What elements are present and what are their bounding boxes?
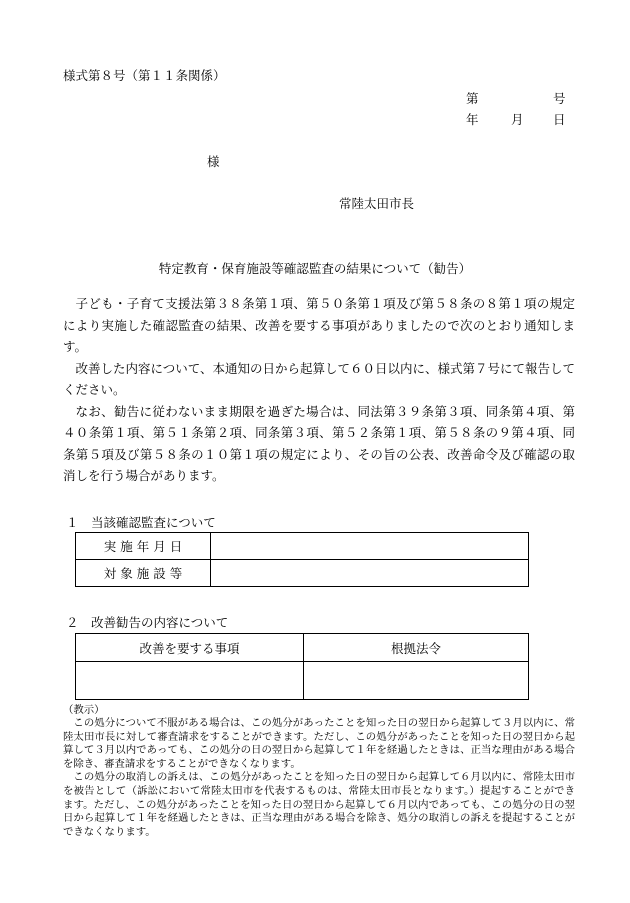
issue-cell[interactable] [76, 662, 304, 700]
section2-heading: ２ 改善勧告の内容について [66, 615, 229, 630]
addressee-suffix: 様 [207, 154, 220, 169]
doc-number-suffix: 号 [553, 91, 566, 106]
date-day: 日 [553, 112, 566, 127]
legal-basis-column-header: 根拠法令 [304, 634, 529, 662]
table-row [76, 533, 529, 560]
body-text [63, 293, 575, 487]
notice-paragraph-2: この処分の取消しの訴えは、この処分があったことを知った日の翌日から起算して６月以内に、常陸太田市を被告として（訴訟において常陸太田市を代表するものは、常陸太田市長となります。）提起することができます。ただし、この処分があったことを知った日の翌日から起算して６月以内であっても、この処分の日の翌日から起算して１年を経過したときは、正当な理由がある場合を除き、処分の取消しの訴えを提起することができなくなります。 [63, 771, 575, 838]
doc-number-label: 第 [466, 91, 479, 106]
table-row [76, 634, 529, 662]
target-facility-value[interactable] [211, 560, 529, 587]
date-year: 年 [466, 112, 479, 127]
issue-column-header: 改善を要する事項 [76, 634, 304, 662]
notice-paragraph-1: この処分について不服がある場合は、この処分があったことを知った日の翌日から起算して３月以内に、常陸太田市長に対して審査請求をすることができます。ただし、この処分があったことを知った日の翌日から起算して３月以内であっても、この処分の日の翌日から起算して１年を経過したときは、正当な理由がある場合を除き、審査請求をすることができなくなります。 [63, 717, 575, 770]
improvement-table [75, 633, 529, 700]
form-number: 様式第８号（第１１条関係） [63, 68, 226, 83]
date-month: 月 [511, 112, 524, 127]
body-paragraph-3: なお、勧告に従わないまま期限を過ぎた場合は、同法第３９条第３項、同条第４項、第４０条第１項、第５１条第２項、同条第３項、第５２条第１項、第５８条の９第４項、同条第５項及び第５８条の１０第１項の規定により、その旨の公表、改善命令及び確認の取消しを行う場合があります。 [63, 403, 575, 483]
section1-heading: １ 当該確認監査について [66, 515, 216, 530]
table-row [76, 662, 529, 700]
audit-date-label: 実 施 年 月 日 [76, 533, 211, 560]
notice-text [63, 717, 575, 839]
table-row [76, 560, 529, 587]
audit-info-table [75, 532, 529, 587]
audit-date-value[interactable] [211, 533, 529, 560]
notice-label: （教示） [63, 704, 105, 716]
body-paragraph-1: 子ども・子育て支援法第３８条第１項、第５０条第１項及び第５８条の８第１項の規定により実施した確認監査の結果、改善を要する事項がありましたので次のとおり通知します。 [63, 296, 575, 354]
target-facility-label: 対 象 施 設 等 [76, 560, 211, 587]
sender-name: 常陸太田市長 [339, 196, 415, 211]
body-paragraph-2: 改善した内容について、本通知の日から起算して６０日以内に、様式第７号にて報告してください。 [63, 360, 576, 397]
document-title: 特定教育・保育施設等確認監査の結果について（勧告） [158, 261, 472, 276]
legal-basis-cell[interactable] [304, 662, 529, 700]
